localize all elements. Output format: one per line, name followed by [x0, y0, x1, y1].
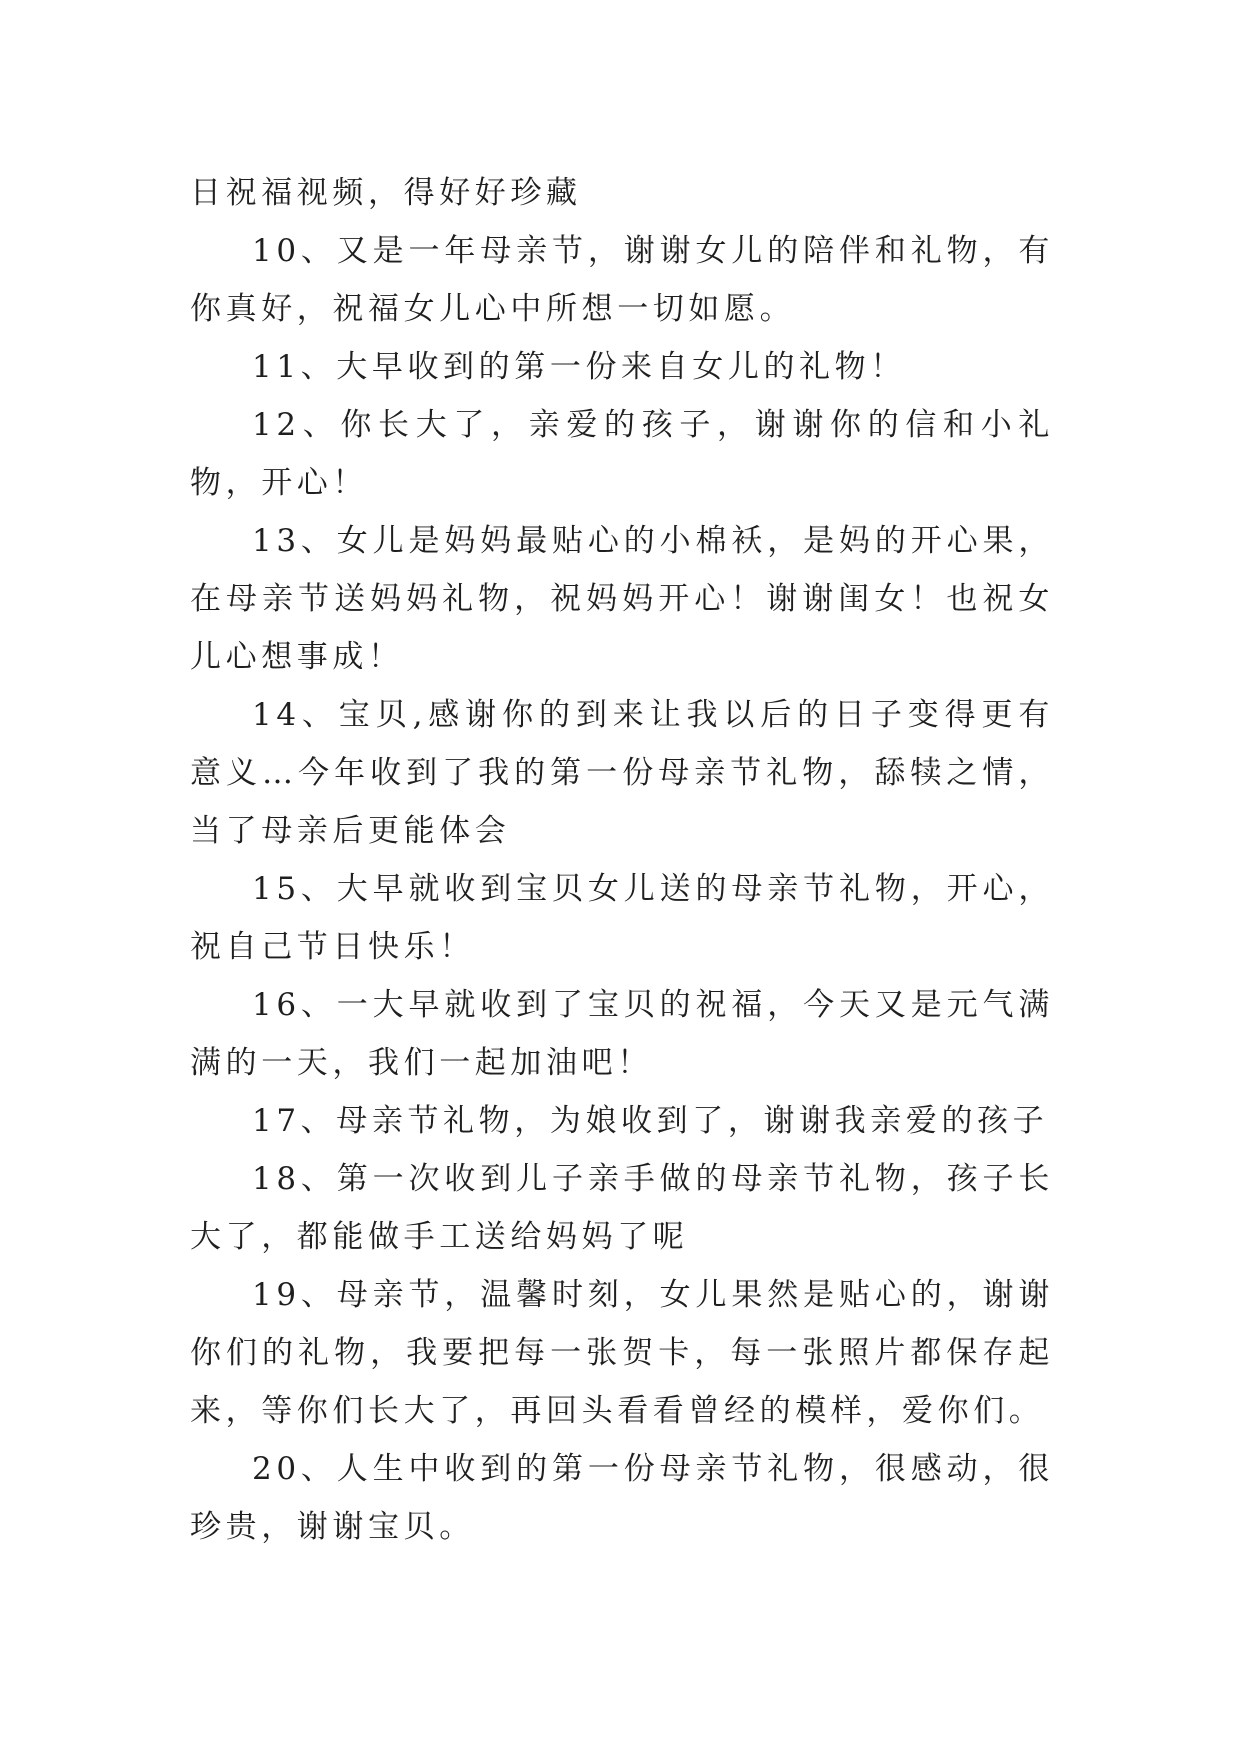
paragraph-16: 16、一大早就收到了宝贝的祝福，今天又是元气满满的一天，我们一起加油吧！: [190, 987, 1054, 1081]
paragraph-15: 15、大早就收到宝贝女儿送的母亲节礼物，开心，祝自己节日快乐！: [190, 871, 1054, 965]
paragraph-18: 18、第一次收到儿子亲手做的母亲节礼物，孩子长大了，都能做手工送给妈妈了呢: [190, 1161, 1054, 1255]
paragraph-20: 20、人生中收到的第一份母亲节礼物，很感动，很珍贵，谢谢宝贝。: [190, 1451, 1054, 1545]
paragraph-17: 17、母亲节礼物，为娘收到了，谢谢我亲爱的孩子: [252, 1103, 1049, 1139]
paragraph-10: 10、又是一年母亲节，谢谢女儿的陪伴和礼物，有你真好，祝福女儿心中所想一切如愿。: [190, 233, 1054, 327]
paragraph-11: 11、大早收到的第一份来自女儿的礼物！: [252, 349, 906, 385]
paragraph-13: 13、女儿是妈妈最贴心的小棉袄，是妈的开心果，在母亲节送妈妈礼物，祝妈妈开心！谢谢闺女！也祝女儿心想事成！: [190, 523, 1054, 675]
paragraph-14: 14、宝贝,感谢你的到来让我以后的日子变得更有意义…今年收到了我的第一份母亲节礼物，舔犊之情，当了母亲后更能体会: [190, 697, 1054, 849]
paragraph-19: 19、母亲节，温馨时刻，女儿果然是贴心的，谢谢你们的礼物，我要把每一张贺卡，每一张照片都保存起来，等你们长大了，再回头看看曾经的模样，爱你们。: [190, 1277, 1054, 1429]
paragraph-continued: 日祝福视频，得好好珍藏: [190, 175, 582, 211]
document-body: [190, 164, 1054, 1556]
paragraph-12: 12、你长大了，亲爱的孩子，谢谢你的信和小礼物，开心！: [190, 407, 1054, 501]
